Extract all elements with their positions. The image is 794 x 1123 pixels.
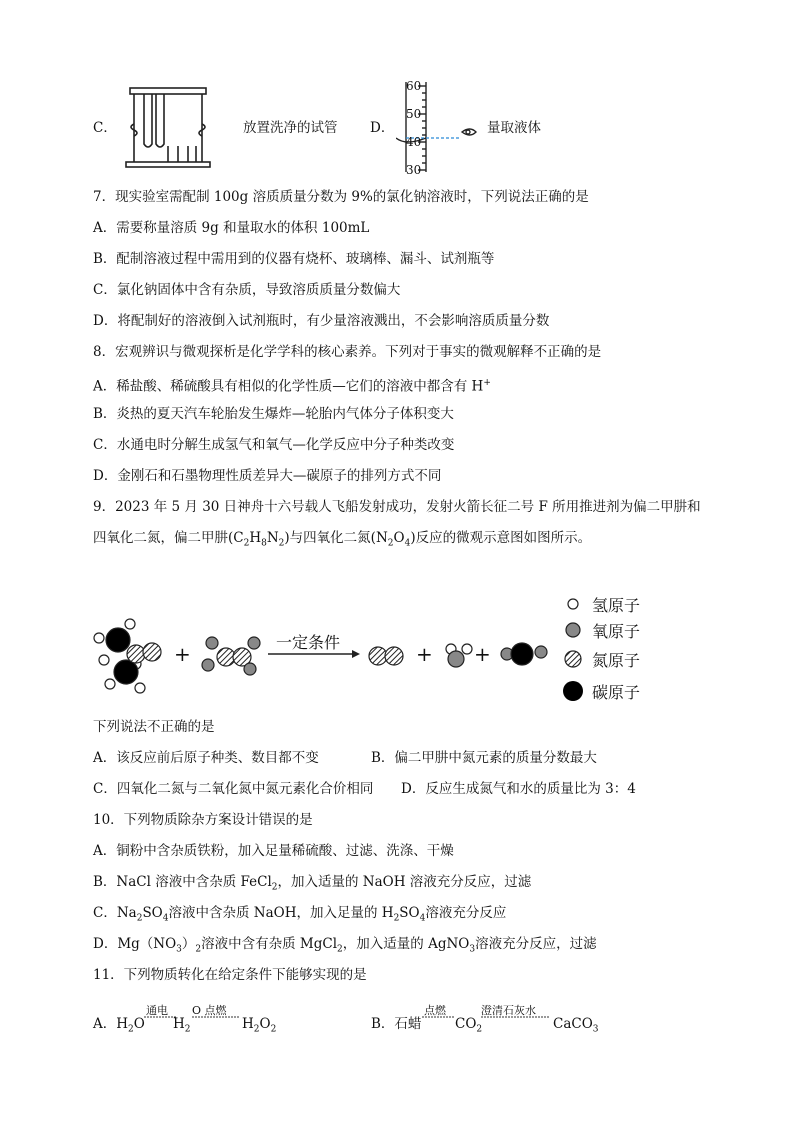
q11-b-arrow2-label: 澄清石灰水 (481, 1004, 536, 1017)
q11-option-b-co2: $CO_2$ (455, 1016, 483, 1035)
q8-option-c: C．水通电时分解生成氢气和氧气—化学反应中分子种类改变 (93, 437, 455, 453)
q10-option-c: C．$Na_2SO_4$溶液中含杂质 NaOH，加入足量的 $H_2SO_4$溶液充分反应 (93, 905, 507, 924)
q9-option-d: D．反应生成氮气和水的质量比为 3：4 (401, 781, 636, 797)
test-tube-rack-image (122, 84, 214, 170)
q11-b-arrow1 (422, 1015, 454, 1019)
q11-a-arrow1 (144, 1015, 176, 1019)
q11-a-arrow2-label: O 点燃 (192, 1004, 227, 1017)
q7-stem: 7．现实验室需配制 100g 溶质质量分数为 9%的氯化钠溶液时，下列说法正确的是 (93, 189, 589, 205)
reaction-condition: 一定条件 (276, 633, 341, 652)
q7-option-c: C．氯化钠固体中含有杂质，导致溶质质量分数偏大 (93, 282, 401, 298)
legend-hydrogen: 氢原子 (562, 591, 640, 617)
q10-stem: 10．下列物质除杂方案设计错误的是 (93, 812, 313, 828)
oxygen-atom-icon (562, 619, 584, 641)
q9-prompt: 下列说法不正确的是 (93, 719, 215, 735)
q9-stem-line1: 9．2023 年 5 月 30 日神舟十六号载人飞船发射成功，发射火箭长征二号 F 所用推进剂为偏二甲肼和 (93, 499, 701, 515)
q11-stem: 11．下列物质转化在给定条件下能够实现的是 (93, 967, 367, 983)
q10-option-d: D．$Mg(NO_3)_2$溶液中含有杂质 MgCl$_2$，加入适量的 AgNO$_3$溶液充分反应，过滤 (93, 936, 597, 955)
q11-option-a-h2o2: $H_2O_2$ (242, 1016, 277, 1035)
q6-option-d-caption: 量取液体 (487, 120, 541, 136)
cylinder-tick-50: 50 (406, 107, 422, 121)
legend-oxygen: 氧原子 (562, 617, 640, 643)
q9-option-c: C．四氧化二氮与二氧化氮中氮元素化合价相同 (93, 781, 374, 797)
q11-b-arrow1-label: 点燃 (424, 1004, 446, 1017)
q9-option-b: B．偏二甲肼中氮元素的质量分数最大 (371, 750, 597, 766)
q7-option-a: A．需要称量溶质 9g 和量取水的体积 100mL (93, 220, 370, 236)
q11-option-a-start: A．$H_2O$ (93, 1016, 145, 1035)
reactant-plus-sign: + (174, 642, 191, 666)
q7-option-b: B．配制溶液过程中需用到的仪器有烧杯、玻璃棒、漏斗、试剂瓶等 (93, 251, 495, 267)
q9-option-a: A．该反应前后原子种类、数目都不变 (93, 750, 319, 766)
q10-option-b: B．NaCl 溶液中含杂质 FeCl$_2$，加入适量的 NaOH 溶液充分反应，过滤 (93, 874, 532, 893)
q11-option-b-caco3: CaCO$_3$ (553, 1016, 599, 1035)
carbon-atom-icon (562, 680, 584, 702)
product-plus-sign-2: + (474, 642, 491, 666)
q11-option-a-h2: $H_2$ (173, 1016, 191, 1035)
q8-option-d: D．金刚石和石墨物理性质差异大—碳原子的排列方式不同 (93, 468, 442, 484)
q11-a-arrow2 (192, 1015, 240, 1019)
graduated-cylinder-image (396, 80, 486, 175)
cylinder-tick-40: 40 (406, 135, 422, 149)
q11-b-arrow2 (481, 1015, 549, 1019)
nitrogen-atom-icon (562, 648, 584, 670)
legend-carbon: 碳原子 (562, 678, 640, 704)
q7-option-d: D．将配制好的溶液倒入试剂瓶时，有少量溶液溅出，不会影响溶质质量分数 (93, 313, 550, 329)
q9-stem-line2: 四氧化二氮，偏二甲肼$(C_2H_8N_2)$与四氧化二氮$(N_2O_4)$反应的微观示意图如图所示。 (93, 530, 592, 549)
legend-nitrogen: 氮原子 (562, 646, 640, 672)
q6-option-d-label: D． (370, 120, 395, 136)
q11-option-b-start: B．石蜡 (371, 1016, 422, 1032)
q11-a-arrow1-label: 通电 (146, 1004, 168, 1017)
hydrogen-atom-icon (562, 593, 584, 615)
product-plus-sign-1: + (416, 642, 433, 666)
q10-option-a: A．铜粉中含杂质铁粉，加入足量稀硫酸、过滤、洗涤、干燥 (93, 843, 454, 859)
q8-stem: 8．宏观辨识与微观探析是化学学科的核心素养。下列对于事实的微观解释不正确的是 (93, 344, 602, 360)
q6-option-c-label: C． (93, 120, 117, 136)
cylinder-tick-30: 30 (406, 163, 422, 177)
q6-option-c-caption: 放置洗净的试管 (243, 120, 338, 136)
q8-option-b: B．炎热的夏天汽车轮胎发生爆炸—轮胎内气体分子体积变大 (93, 406, 454, 422)
q8-option-a: A．稀盐酸、稀硫酸具有相似的化学性质—它们的溶液中都含有 H+ (93, 378, 491, 395)
cylinder-tick-60: 60 (406, 79, 422, 93)
